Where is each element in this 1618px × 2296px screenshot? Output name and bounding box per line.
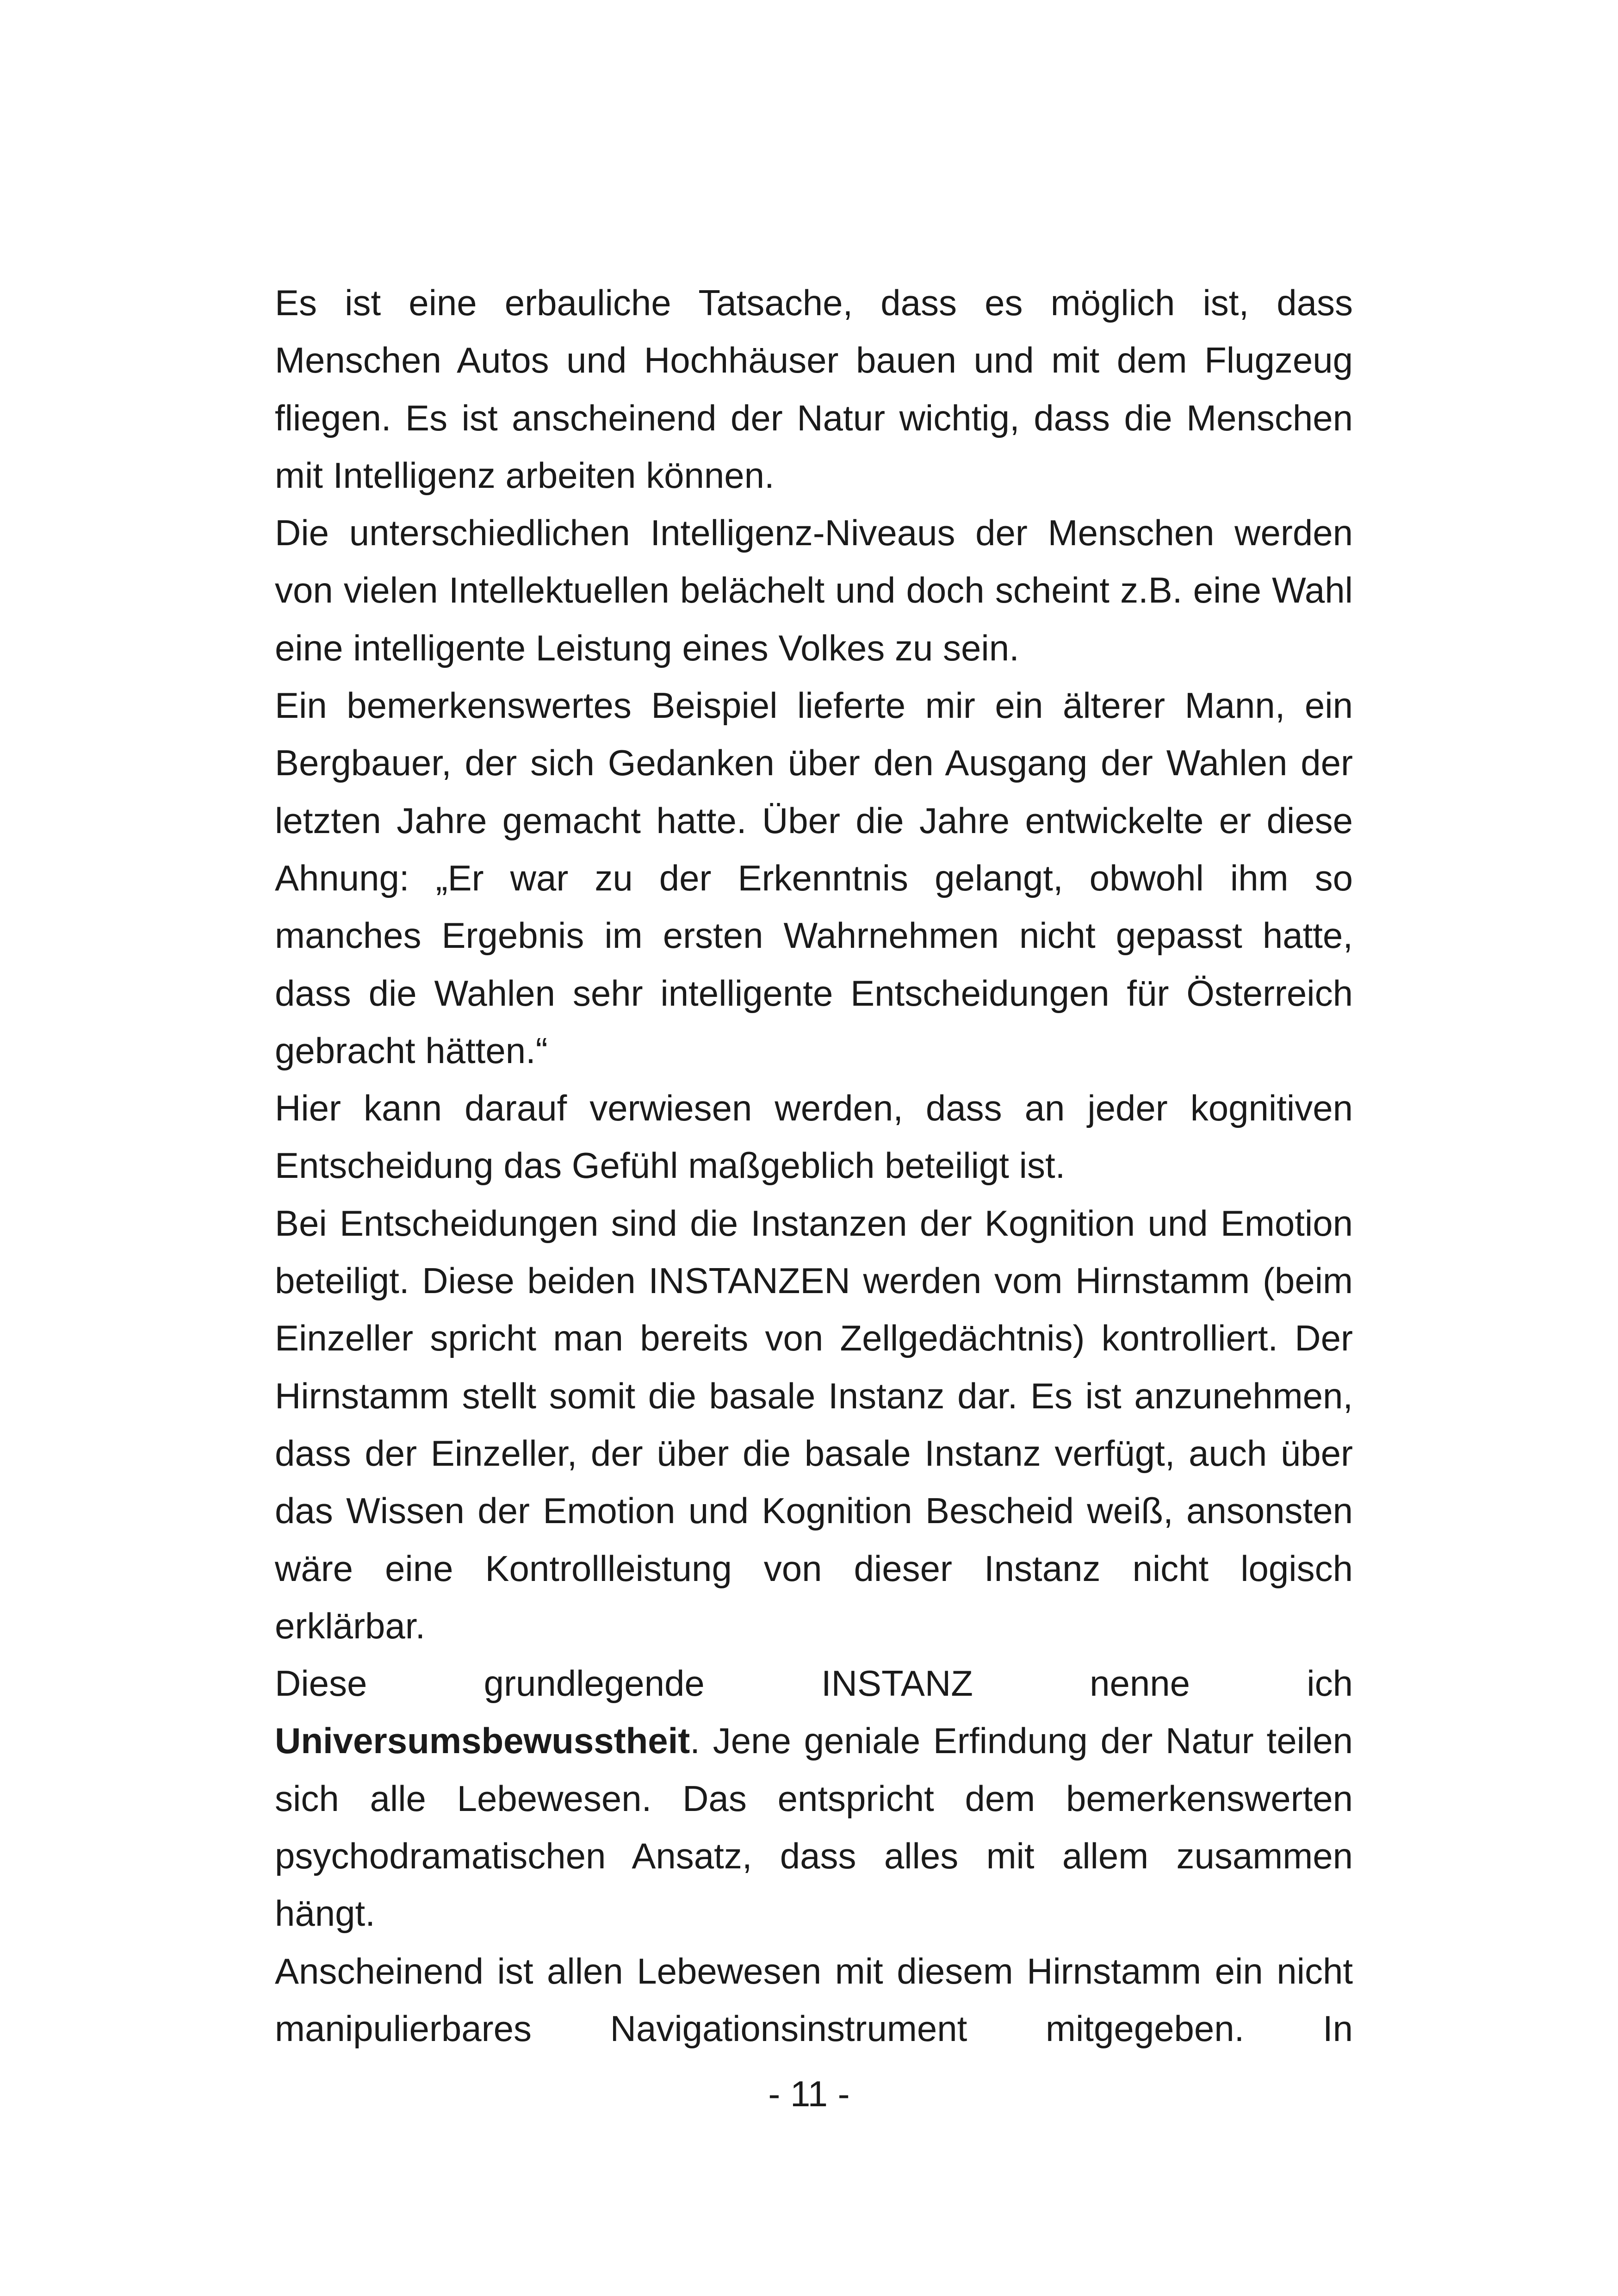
term-universumsbewusstheit: Universumsbewusstheit <box>275 1720 690 1761</box>
paragraph-3: Ein bemerkenswertes Beispiel lieferte mir ein älterer Mann, ein Bergbauer, der sich Gedanken über den Ausgang der Wahlen der letzten Jahre gemacht hatte. Über die Jahre entwickelte er diese Ahnung: „Er war zu der Erkenntnis gelangt, obwohl ihm so manches Ergebnis im ersten Wahrnehmen nicht gepasst hatte, dass die Wahlen sehr intelligente Entscheidungen für Österreich gebracht hätten.“ <box>275 685 1353 1071</box>
paragraph-6-text-before: Diese grundlegende INSTANZ nenne ich <box>275 1663 1353 1704</box>
paragraph-1: Es ist eine erbauliche Tatsache, dass es möglich ist, dass Menschen Autos und Hochhäuser bauen und mit dem Flugzeug fliegen. Es ist anscheinend der Natur wichtig, dass die Menschen mit Intelligenz arbeiten können. <box>275 282 1353 496</box>
paragraph-4: Hier kann darauf verwiesen werden, dass an jeder kognitiven Entscheidung das Gefühl maßgeblich beteiligt ist. <box>275 1088 1353 1186</box>
paragraph-5: Bei Entscheidungen sind die Instanzen der Kognition und Emotion beteiligt. Diese beiden INSTANZEN werden vom Hirnstamm (beim Einzeller spricht man bereits von Zellgedächtnis) kontrolliert. Der Hirnstamm stellt somit die basale Instanz dar. Es ist anzunehmen, dass der Einzeller, der über die basale Instanz verfügt, auch über das Wissen der Emotion und Kognition Bescheid weiß, ansonsten wäre eine Kontrollleistung von dieser Instanz nicht logisch erklärbar. <box>275 1202 1353 1646</box>
paragraph-6-text-after: . Jene geniale Erfindung der Natur teilen sich alle Lebewesen. Das entspricht dem bemerkenswerten psychodramatischen Ansatz, dass alles mit allem zusammen hängt. <box>275 1720 1353 1934</box>
paragraph-2: Die unterschiedlichen Intelligenz-Niveaus der Menschen werden von vielen Intellektuellen belächelt und doch scheint z.B. eine Wahl eine intelligente Leistung eines Volkes zu sein. <box>275 512 1353 668</box>
body-text <box>275 274 1353 2057</box>
paragraph-7: Anscheinend ist allen Lebewesen mit diesem Hirnstamm ein nicht manipulierbares Navigationsinstrument mitgegeben. In <box>275 1950 1353 2049</box>
page-number: - 11 - <box>768 2073 850 2114</box>
paragraph-6 <box>275 1655 1353 1942</box>
